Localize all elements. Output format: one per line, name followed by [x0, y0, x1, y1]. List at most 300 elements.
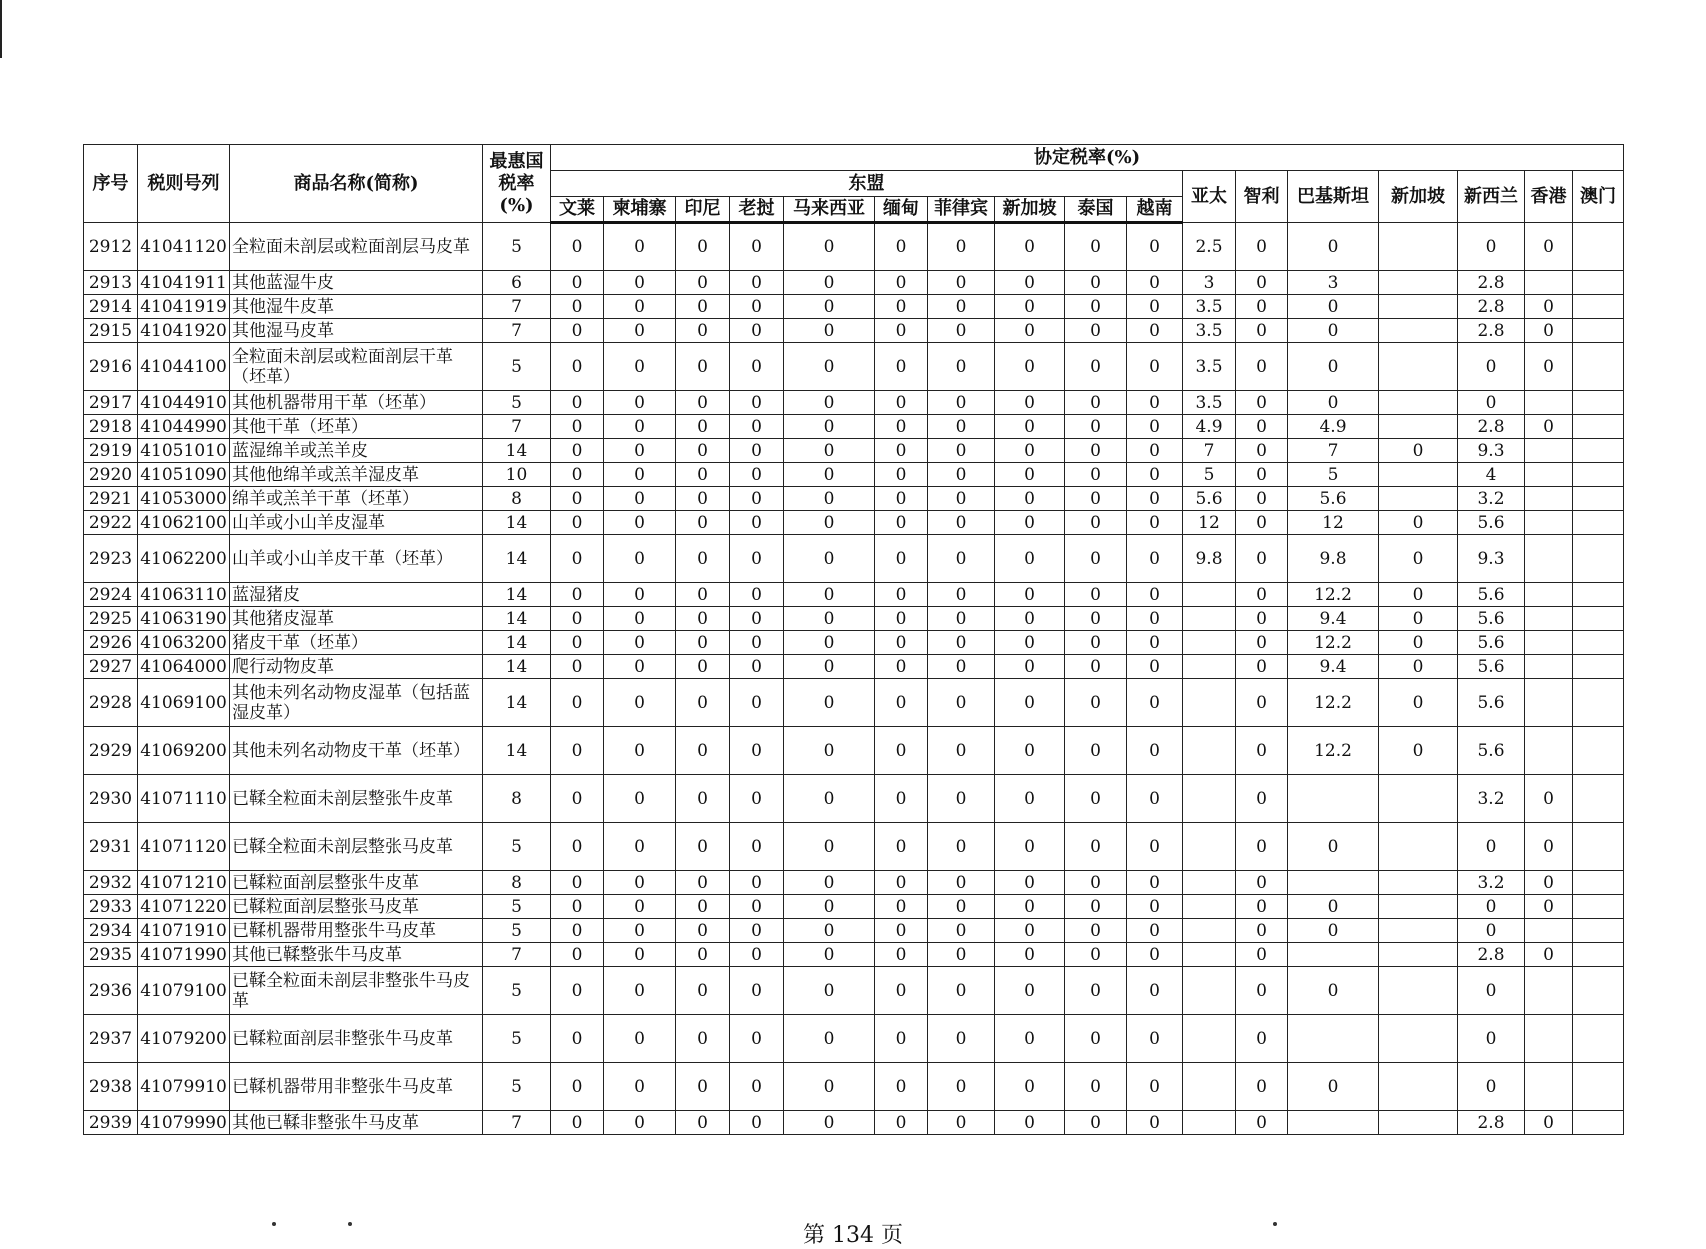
table-row [84, 1111, 1624, 1135]
cell-name: 全粒面未剖层或粒面剖层马皮革 [230, 223, 483, 271]
header-asean-col: 新加坡 [995, 197, 1065, 223]
cell-mfn: 14 [483, 679, 551, 727]
cell-code: 41079990 [138, 1111, 230, 1135]
cell-agreement-rate: 0 [1236, 295, 1288, 319]
cell-asean-rate: 0 [875, 967, 928, 1015]
cell-asean-rate: 0 [676, 727, 730, 775]
cell-asean-rate: 0 [875, 487, 928, 511]
cell-asean-rate: 0 [1127, 535, 1183, 583]
cell-asean-rate: 0 [1065, 535, 1127, 583]
cell-asean-rate: 0 [551, 631, 604, 655]
table-row [84, 679, 1624, 727]
cell-agreement-rate: 0 [1379, 607, 1458, 631]
cell-agreement-rate: 5 [1288, 463, 1379, 487]
cell-agreement-rate [1525, 607, 1573, 631]
cell-agreement-rate [1379, 463, 1458, 487]
table-row [84, 607, 1624, 631]
cell-asean-rate: 0 [604, 391, 676, 415]
cell-asean-rate: 0 [676, 823, 730, 871]
cell-asean-rate: 0 [551, 487, 604, 511]
cell-agreement-rate [1183, 1111, 1236, 1135]
cell-agreement-rate [1379, 895, 1458, 919]
cell-asean-rate: 0 [928, 343, 995, 391]
cell-agreement-rate [1573, 943, 1624, 967]
cell-agreement-rate: 12 [1183, 511, 1236, 535]
cell-asean-rate: 0 [995, 967, 1065, 1015]
cell-asean-rate: 0 [995, 271, 1065, 295]
cell-agreement-rate: 0 [1525, 1111, 1573, 1135]
cell-asean-rate: 0 [928, 631, 995, 655]
cell-code: 41044910 [138, 391, 230, 415]
cell-agreement-rate: 0 [1236, 871, 1288, 895]
cell-seq: 2916 [84, 343, 138, 391]
cell-asean-rate: 0 [551, 535, 604, 583]
cell-asean-rate: 0 [1127, 1063, 1183, 1111]
table-row [84, 919, 1624, 943]
cell-code: 41044990 [138, 415, 230, 439]
cell-asean-rate: 0 [1127, 943, 1183, 967]
cell-asean-rate: 0 [676, 391, 730, 415]
cell-asean-rate: 0 [995, 487, 1065, 511]
table-row [84, 415, 1624, 439]
cell-name: 猪皮干革（坯革） [230, 631, 483, 655]
cell-agreement-rate [1288, 871, 1379, 895]
cell-asean-rate: 0 [730, 391, 784, 415]
cell-mfn: 14 [483, 607, 551, 631]
cell-asean-rate: 0 [875, 679, 928, 727]
cell-asean-rate: 0 [1065, 871, 1127, 895]
cell-asean-rate: 0 [676, 343, 730, 391]
cell-agreement-rate: 12.2 [1288, 583, 1379, 607]
cell-agreement-rate: 0 [1379, 535, 1458, 583]
cell-asean-rate: 0 [1065, 1063, 1127, 1111]
cell-agreement-rate [1183, 871, 1236, 895]
cell-asean-rate: 0 [875, 271, 928, 295]
cell-seq: 2931 [84, 823, 138, 871]
cell-name: 其他湿牛皮革 [230, 295, 483, 319]
cell-agreement-rate: 5.6 [1458, 583, 1525, 607]
cell-asean-rate: 0 [730, 463, 784, 487]
table-row [84, 895, 1624, 919]
cell-name: 蓝湿绵羊或羔羊皮 [230, 439, 483, 463]
cell-asean-rate: 0 [730, 919, 784, 943]
cell-asean-rate: 0 [1065, 607, 1127, 631]
cell-agreement-rate [1183, 919, 1236, 943]
cell-asean-rate: 0 [676, 1015, 730, 1063]
cell-code: 41071910 [138, 919, 230, 943]
cell-agreement-rate: 0 [1458, 967, 1525, 1015]
cell-name: 其他蓝湿牛皮 [230, 271, 483, 295]
cell-agreement-rate: 0 [1236, 607, 1288, 631]
cell-asean-rate: 0 [995, 535, 1065, 583]
cell-agreement-rate: 0 [1379, 655, 1458, 679]
cell-asean-rate: 0 [730, 823, 784, 871]
cell-agreement-rate: 0 [1525, 775, 1573, 823]
cell-agreement-rate: 0 [1236, 319, 1288, 343]
cell-asean-rate: 0 [1065, 319, 1127, 343]
cell-agreement-rate [1525, 655, 1573, 679]
cell-asean-rate: 0 [730, 535, 784, 583]
cell-agreement-rate [1379, 871, 1458, 895]
cell-asean-rate: 0 [928, 607, 995, 631]
cell-asean-rate: 0 [1065, 511, 1127, 535]
cell-asean-rate: 0 [551, 823, 604, 871]
cell-mfn: 7 [483, 1111, 551, 1135]
cell-asean-rate: 0 [551, 655, 604, 679]
cell-asean-rate: 0 [1127, 439, 1183, 463]
table-row [84, 535, 1624, 583]
cell-asean-rate: 0 [676, 271, 730, 295]
cell-name: 其他未列名动物皮湿革（包括蓝湿皮革） [230, 679, 483, 727]
cell-asean-rate: 0 [604, 967, 676, 1015]
cell-asean-rate: 0 [875, 463, 928, 487]
cell-agreement-rate [1379, 343, 1458, 391]
cell-asean-rate: 0 [784, 631, 875, 655]
cell-asean-rate: 0 [1127, 319, 1183, 343]
cell-asean-rate: 0 [995, 679, 1065, 727]
table-row [84, 511, 1624, 535]
cell-seq: 2924 [84, 583, 138, 607]
cell-code: 41051010 [138, 439, 230, 463]
cell-code: 41064000 [138, 655, 230, 679]
cell-asean-rate: 0 [604, 655, 676, 679]
cell-agreement-rate [1573, 391, 1624, 415]
header-other-col: 新加坡 [1379, 171, 1458, 223]
cell-code: 41069100 [138, 679, 230, 727]
cell-agreement-rate [1573, 535, 1624, 583]
table-row [84, 343, 1624, 391]
cell-asean-rate: 0 [875, 895, 928, 919]
cell-asean-rate: 0 [784, 919, 875, 943]
cell-agreement-rate [1573, 607, 1624, 631]
cell-agreement-rate [1288, 1111, 1379, 1135]
cell-asean-rate: 0 [604, 1111, 676, 1135]
cell-seq: 2914 [84, 295, 138, 319]
cell-asean-rate: 0 [995, 511, 1065, 535]
cell-asean-rate: 0 [604, 631, 676, 655]
cell-agreement-rate: 0 [1288, 319, 1379, 343]
cell-asean-rate: 0 [604, 463, 676, 487]
cell-asean-rate: 0 [551, 439, 604, 463]
cell-agreement-rate [1183, 607, 1236, 631]
cell-name: 已鞣全粒面未剖层非整张牛马皮革 [230, 967, 483, 1015]
cell-agreement-rate: 2.8 [1458, 295, 1525, 319]
cell-agreement-rate [1573, 895, 1624, 919]
cell-asean-rate: 0 [928, 895, 995, 919]
cell-agreement-rate [1525, 1015, 1573, 1063]
cell-mfn: 14 [483, 655, 551, 679]
cell-agreement-rate [1379, 271, 1458, 295]
cell-agreement-rate: 7 [1183, 439, 1236, 463]
table-row [84, 775, 1624, 823]
cell-asean-rate: 0 [995, 1015, 1065, 1063]
cell-asean-rate: 0 [604, 607, 676, 631]
cell-mfn: 7 [483, 943, 551, 967]
cell-agreement-rate [1525, 271, 1573, 295]
cell-seq: 2923 [84, 535, 138, 583]
cell-asean-rate: 0 [730, 679, 784, 727]
cell-asean-rate: 0 [784, 655, 875, 679]
cell-asean-rate: 0 [1065, 631, 1127, 655]
cell-agreement-rate: 5.6 [1183, 487, 1236, 511]
cell-asean-rate: 0 [604, 487, 676, 511]
header-other-col: 巴基斯坦 [1288, 171, 1379, 223]
cell-agreement-rate: 0 [1236, 487, 1288, 511]
cell-asean-rate: 0 [551, 895, 604, 919]
cell-asean-rate: 0 [784, 415, 875, 439]
cell-mfn: 5 [483, 919, 551, 943]
cell-agreement-rate: 0 [1458, 823, 1525, 871]
cell-code: 41071210 [138, 871, 230, 895]
cell-asean-rate: 0 [676, 967, 730, 1015]
cell-seq: 2930 [84, 775, 138, 823]
cell-agreement-rate: 0 [1525, 343, 1573, 391]
cell-agreement-rate: 3.5 [1183, 319, 1236, 343]
cell-agreement-rate [1573, 583, 1624, 607]
cell-seq: 2921 [84, 487, 138, 511]
cell-asean-rate: 0 [1127, 295, 1183, 319]
cell-asean-rate: 0 [784, 1015, 875, 1063]
cell-asean-rate: 0 [784, 271, 875, 295]
cell-asean-rate: 0 [875, 607, 928, 631]
cell-asean-rate: 0 [1127, 727, 1183, 775]
cell-seq: 2929 [84, 727, 138, 775]
cell-agreement-rate [1573, 511, 1624, 535]
cell-asean-rate: 0 [1065, 943, 1127, 967]
cell-asean-rate: 0 [928, 487, 995, 511]
cell-asean-rate: 0 [784, 511, 875, 535]
cell-agreement-rate [1379, 415, 1458, 439]
cell-asean-rate: 0 [676, 415, 730, 439]
cell-asean-rate: 0 [1127, 895, 1183, 919]
cell-asean-rate: 0 [730, 895, 784, 919]
cell-agreement-rate [1379, 1063, 1458, 1111]
cell-asean-rate: 0 [551, 223, 604, 271]
cell-agreement-rate [1288, 1015, 1379, 1063]
table-row [84, 463, 1624, 487]
cell-name: 其他干革（坯革） [230, 415, 483, 439]
cell-asean-rate: 0 [928, 415, 995, 439]
cell-mfn: 5 [483, 823, 551, 871]
header-other-col: 香港 [1525, 171, 1573, 223]
cell-asean-rate: 0 [928, 463, 995, 487]
cell-asean-rate: 0 [730, 967, 784, 1015]
cell-asean-rate: 0 [1127, 775, 1183, 823]
cell-asean-rate: 0 [604, 1015, 676, 1063]
table-row [84, 655, 1624, 679]
cell-asean-rate: 0 [551, 775, 604, 823]
cell-agreement-rate: 0 [1236, 679, 1288, 727]
cell-agreement-rate [1183, 823, 1236, 871]
cell-agreement-rate: 9.3 [1458, 535, 1525, 583]
cell-agreement-rate [1525, 487, 1573, 511]
cell-code: 41041920 [138, 319, 230, 343]
cell-agreement-rate: 0 [1236, 439, 1288, 463]
cell-asean-rate: 0 [875, 1015, 928, 1063]
cell-agreement-rate [1525, 967, 1573, 1015]
cell-agreement-rate [1573, 775, 1624, 823]
cell-seq: 2932 [84, 871, 138, 895]
cell-mfn: 14 [483, 439, 551, 463]
cell-agreement-rate: 0 [1236, 1111, 1288, 1135]
cell-agreement-rate [1379, 319, 1458, 343]
cell-asean-rate: 0 [1065, 919, 1127, 943]
cell-asean-rate: 0 [875, 1063, 928, 1111]
cell-agreement-rate: 0 [1236, 967, 1288, 1015]
cell-asean-rate: 0 [784, 295, 875, 319]
cell-code: 41053000 [138, 487, 230, 511]
cell-asean-rate: 0 [995, 607, 1065, 631]
cell-seq: 2935 [84, 943, 138, 967]
cell-seq: 2912 [84, 223, 138, 271]
cell-asean-rate: 0 [875, 775, 928, 823]
cell-seq: 2920 [84, 463, 138, 487]
cell-name: 其他未列名动物皮干革（坯革） [230, 727, 483, 775]
cell-asean-rate: 0 [928, 655, 995, 679]
cell-asean-rate: 0 [730, 1111, 784, 1135]
cell-asean-rate: 0 [604, 871, 676, 895]
cell-asean-rate: 0 [784, 775, 875, 823]
cell-mfn: 14 [483, 535, 551, 583]
cell-agreement-rate [1573, 823, 1624, 871]
cell-code: 41041911 [138, 271, 230, 295]
cell-agreement-rate: 0 [1379, 439, 1458, 463]
cell-asean-rate: 0 [928, 511, 995, 535]
cell-seq: 2918 [84, 415, 138, 439]
cell-agreement-rate [1573, 967, 1624, 1015]
cell-agreement-rate [1573, 655, 1624, 679]
header-asean-col: 印尼 [676, 197, 730, 223]
table-row [84, 631, 1624, 655]
cell-asean-rate: 0 [551, 583, 604, 607]
cell-agreement-rate [1573, 439, 1624, 463]
cell-agreement-rate [1379, 1015, 1458, 1063]
cell-name: 绵羊或羔羊干革（坯革） [230, 487, 483, 511]
cell-asean-rate: 0 [1065, 439, 1127, 463]
cell-agreement-rate: 5.6 [1458, 631, 1525, 655]
cell-asean-rate: 0 [551, 967, 604, 1015]
cell-agreement-rate [1573, 271, 1624, 295]
cell-asean-rate: 0 [928, 223, 995, 271]
cell-agreement-rate: 0 [1236, 271, 1288, 295]
cell-asean-rate: 0 [928, 1063, 995, 1111]
cell-code: 41071990 [138, 943, 230, 967]
cell-asean-rate: 0 [551, 1015, 604, 1063]
cell-asean-rate: 0 [676, 1111, 730, 1135]
cell-asean-rate: 0 [676, 895, 730, 919]
cell-asean-rate: 0 [784, 871, 875, 895]
cell-asean-rate: 0 [604, 271, 676, 295]
cell-agreement-rate: 5.6 [1288, 487, 1379, 511]
cell-agreement-rate: 0 [1458, 895, 1525, 919]
cell-agreement-rate [1288, 943, 1379, 967]
cell-agreement-rate: 0 [1525, 895, 1573, 919]
cell-asean-rate: 0 [604, 415, 676, 439]
cell-agreement-rate: 0 [1236, 343, 1288, 391]
cell-agreement-rate: 0 [1236, 463, 1288, 487]
cell-asean-rate: 0 [1127, 679, 1183, 727]
cell-mfn: 5 [483, 1063, 551, 1111]
cell-asean-rate: 0 [875, 727, 928, 775]
cell-asean-rate: 0 [676, 487, 730, 511]
cell-asean-rate: 0 [676, 943, 730, 967]
cell-agreement-rate: 0 [1288, 967, 1379, 1015]
cell-asean-rate: 0 [995, 775, 1065, 823]
cell-asean-rate: 0 [551, 415, 604, 439]
cell-name: 其他已鞣非整张牛马皮革 [230, 1111, 483, 1135]
cell-asean-rate: 0 [676, 319, 730, 343]
table-row [84, 943, 1624, 967]
cell-asean-rate: 0 [551, 727, 604, 775]
cell-agreement-rate [1573, 343, 1624, 391]
cell-agreement-rate: 0 [1458, 919, 1525, 943]
cell-asean-rate: 0 [676, 775, 730, 823]
cell-mfn: 5 [483, 1015, 551, 1063]
cell-asean-rate: 0 [928, 823, 995, 871]
cell-asean-rate: 0 [875, 655, 928, 679]
cell-name: 全粒面未剖层或粒面剖层干革（坯革） [230, 343, 483, 391]
cell-code: 41079200 [138, 1015, 230, 1063]
cell-agreement-rate [1573, 1063, 1624, 1111]
table-row [84, 295, 1624, 319]
cell-agreement-rate: 0 [1236, 415, 1288, 439]
cell-asean-rate: 0 [730, 943, 784, 967]
cell-asean-rate: 0 [928, 271, 995, 295]
cell-code: 41071220 [138, 895, 230, 919]
header-other-col: 亚太 [1183, 171, 1236, 223]
cell-asean-rate: 0 [730, 1015, 784, 1063]
cell-asean-rate: 0 [1065, 1111, 1127, 1135]
cell-asean-rate: 0 [1127, 919, 1183, 943]
cell-agreement-rate [1379, 823, 1458, 871]
cell-asean-rate: 0 [551, 607, 604, 631]
cell-asean-rate: 0 [928, 679, 995, 727]
cell-agreement-rate: 7 [1288, 439, 1379, 463]
cell-agreement-rate: 0 [1236, 223, 1288, 271]
cell-asean-rate: 0 [604, 511, 676, 535]
cell-asean-rate: 0 [995, 295, 1065, 319]
cell-asean-rate: 0 [604, 943, 676, 967]
cell-agreement-rate [1379, 391, 1458, 415]
cell-asean-rate: 0 [928, 583, 995, 607]
cell-asean-rate: 0 [676, 1063, 730, 1111]
cell-asean-rate: 0 [551, 295, 604, 319]
cell-asean-rate: 0 [604, 823, 676, 871]
cell-agreement-rate [1525, 391, 1573, 415]
header-other-col: 智利 [1236, 171, 1288, 223]
cell-asean-rate: 0 [875, 1111, 928, 1135]
cell-mfn: 8 [483, 871, 551, 895]
cell-agreement-rate [1379, 223, 1458, 271]
cell-agreement-rate: 2.8 [1458, 319, 1525, 343]
cell-agreement-rate [1573, 1015, 1624, 1063]
cell-asean-rate: 0 [1127, 487, 1183, 511]
cell-seq: 2919 [84, 439, 138, 463]
cell-asean-rate: 0 [676, 631, 730, 655]
cell-asean-rate: 0 [1065, 487, 1127, 511]
cell-agreement-rate: 3.5 [1183, 295, 1236, 319]
cell-asean-rate: 0 [1127, 823, 1183, 871]
cell-agreement-rate: 3.5 [1183, 343, 1236, 391]
cell-agreement-rate: 0 [1525, 823, 1573, 871]
cell-mfn: 5 [483, 343, 551, 391]
table-row [84, 439, 1624, 463]
cell-mfn: 5 [483, 895, 551, 919]
cell-mfn: 5 [483, 967, 551, 1015]
cell-asean-rate: 0 [551, 871, 604, 895]
cell-asean-rate: 0 [730, 271, 784, 295]
cell-agreement-rate: 0 [1288, 295, 1379, 319]
